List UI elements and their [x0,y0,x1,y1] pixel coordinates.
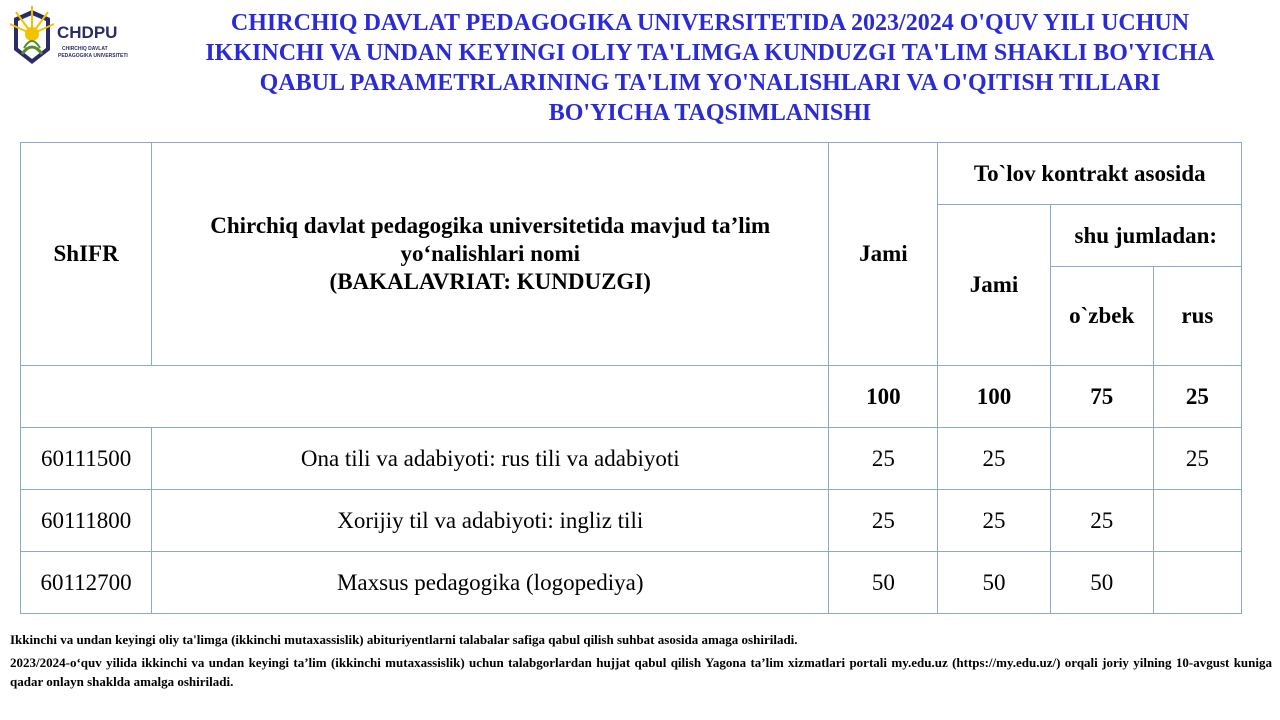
title-line: BO'YICHA TAQSIMLANISHI [548,100,872,126]
table-row [21,552,1242,614]
row-contract-total: 25 [938,490,1050,552]
university-logo [10,4,130,68]
title-line: IKKINCHI VA UNDAN KEYINGI OLIY TA'LIMGA KUNDUZGI TA'LIM SHAKLI BO'YICHA [205,40,1215,66]
logo-subtitle-1: CHIRCHIQ DAVLAT [62,46,108,52]
header-name-line: (BAKALAVRIAT: KUNDUZGI) [329,269,651,294]
row-name: Xorijiy til va adabiyoti: ingliz tili [152,490,829,552]
row-russian: 25 [1153,428,1241,490]
row-russian [1153,490,1241,552]
title-line: CHIRCHIQ DAVLAT PEDAGOGIKA UNIVERSITETIDA 2023/2024 O'QUV YILI UCHUN [230,10,1190,36]
row-uzbek: 50 [1050,552,1153,614]
header-code: ShIFR [21,143,152,366]
totals-empty-cell [21,366,829,428]
page-title [140,8,1280,128]
row-name: Ona tili va adabiyoti: rus tili va adabiyoti [152,428,829,490]
row-code: 60111800 [21,490,152,552]
row-total: 25 [829,428,938,490]
header-name [152,143,829,366]
row-russian [1153,552,1241,614]
table-row [21,490,1242,552]
row-uzbek [1050,428,1153,490]
header-name-line: yo‘nalishlari nomi [400,241,581,266]
header-contract: To`lov kontrakt asosida [938,143,1242,205]
table-row [21,428,1242,490]
row-contract-total: 25 [938,428,1050,490]
russian-total-value: 25 [1153,366,1241,428]
uzbek-total-value: 75 [1050,366,1153,428]
header-name-line: Chirchiq davlat pedagogika universitetida mavjud ta’lim [210,213,771,238]
logo-text: CHDPU [57,23,118,42]
title-line: QABUL PARAMETRLARINING TA'LIM YO'NALISHLARI VA O'QITISH TILLARI [259,70,1161,96]
totals-row [21,366,1242,428]
row-code: 60111500 [21,428,152,490]
header-russian: rus [1153,267,1241,366]
logo-subtitle-2: PEDAGOGIKA UNIVERSITETI [58,53,128,59]
admission-parameters-table [20,142,1242,614]
contract-total-value: 100 [938,366,1050,428]
footnote: 2023/2024-o‘quv yilida ikkinchi va undan keyingi ta’lim (ikkinchi mutaxassislik) uchun talabgorlardan hujjat qabul qilish Yagona ta’lim xizmatlari portali my.edu.uz (https://my.edu.uz/) orqali joriy yilning 10-avgust kuniga qadar onlayn shaklda amalga oshiriladi. [10,655,1272,689]
header-contract-total: Jami [938,205,1050,366]
header-total: Jami [829,143,938,366]
footnotes [10,630,1272,695]
header-including: shu jumladan: [1050,205,1241,267]
row-contract-total: 50 [938,552,1050,614]
row-code: 60112700 [21,552,152,614]
row-name: Maxsus pedagogika (logopediya) [152,552,829,614]
row-uzbek: 25 [1050,490,1153,552]
row-total: 25 [829,490,938,552]
footnote: Ikkinchi va undan keyingi oliy ta'limga (ikkinchi mutaxassislik) abituriyentlarni talabalar safiga qabul qilish suhbat asosida amaga oshiriladi. [10,632,798,647]
header-uzbek: o`zbek [1050,267,1153,366]
total-value: 100 [829,366,938,428]
logo-emblem-icon [10,6,54,64]
row-total: 50 [829,552,938,614]
